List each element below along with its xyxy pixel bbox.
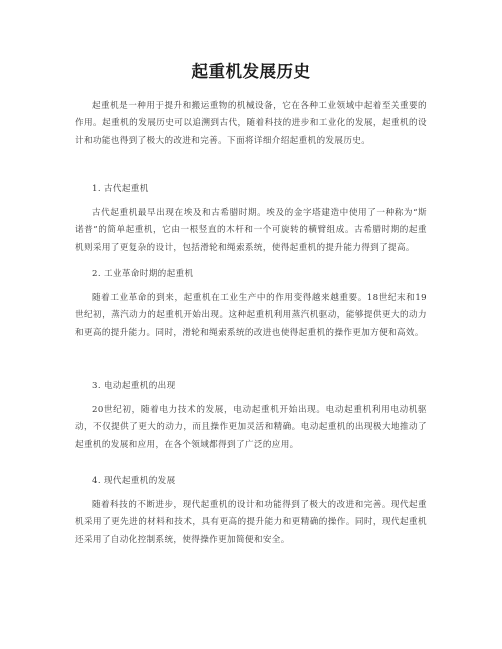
section-heading-modern-cranes: 4. 现代起重机的发展 <box>92 476 176 486</box>
section-heading-electric-cranes: 3. 电动起重机的出现 <box>92 381 176 391</box>
section-heading-ancient-cranes: 1. 古代起重机 <box>92 184 149 194</box>
section-paragraph-industrial-revolution: 随着工业革命的到来，起重机在工业生产中的作用变得越来越重要。18世纪末和19世纪初，蒸汽动力的起重机开始出现。这种起重机利用蒸汽机驱动，能够提供更大的动力和更高的提升能力。同时，滑轮和绳索系统的改进也使得起重机的操作更加方便和高效。 <box>75 293 427 338</box>
section-paragraph-ancient-cranes: 古代起重机最早出现在埃及和古希腊时期。埃及的金字塔建造中使用了一种称为“斯诺普”的简单起重机，它由一根竖直的木杆和一个可旋转的横臂组成。古希腊时期的起重机则采用了更复杂的设计，包括滑轮和绳索系统，使得起重机的提升能力得到了提高。 <box>75 208 427 253</box>
document-title: 起重机发展历史 <box>191 62 311 81</box>
section-paragraph-modern-cranes: 随着科技的不断进步，现代起重机的设计和功能得到了极大的改进和完善。现代起重机采用了更先进的材料和技术，具有更高的提升能力和更精确的操作。同时，现代起重机还采用了自动化控制系统，使得操作更加简便和安全。 <box>75 500 427 545</box>
section-paragraph-electric-cranes: 20世纪初，随着电力技术的发展，电动起重机开始出现。电动起重机利用电动机驱动，不仅提供了更大的动力，而且操作更加灵活和精确。电动起重机的出现极大地推动了起重机的发展和应用，在各个领域都得到了广泛的应用。 <box>75 405 427 450</box>
intro-paragraph: 起重机是一种用于提升和搬运重物的机械设备，它在各种工业领域中起着至关重要的作用。起重机的发展历史可以追溯到古代，随着科技的进步和工业化的发展，起重机的设计和功能也得到了极大的改进和完善。下面将详细介绍起重机的发展历史。 <box>75 101 427 146</box>
section-heading-industrial-revolution: 2. 工业革命时期的起重机 <box>92 269 194 279</box>
